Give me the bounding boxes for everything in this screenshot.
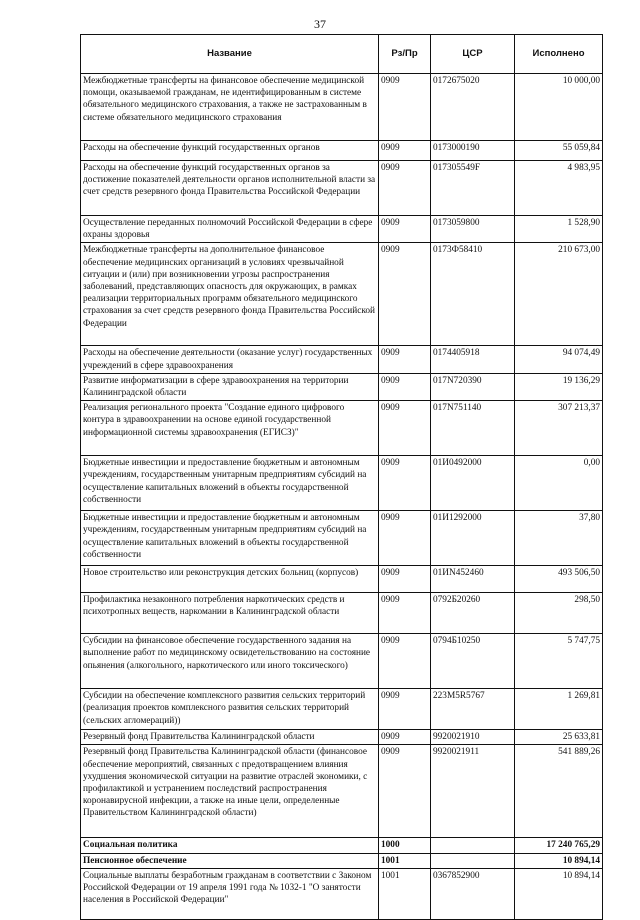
cell-rzpr: 1000 [379,838,431,853]
cell-rzpr: 0909 [379,141,431,161]
cell-name: Расходы на обеспечение деятельности (оказание услуг) государственных учреждений в сфере здравоохранения [81,346,379,373]
cell-name: Межбюджетные трансферты на финансовое обеспечение медицинской помощи, оказываемой гражданам, не идентифицированным в системе обязательного медицинского страхования, а также не застрахованным в системе обязательного медицинского страхования [81,74,379,141]
cell-name: Социальные выплаты безработным гражданам в соответствии с Законом Российской Федерации от 19 апреля 1991 года № 1032-1 "О занятости населения в Российской Федерации" [81,868,379,919]
table-row [81,161,603,216]
table-row [81,730,603,745]
cell-name: Субсидии на финансовое обеспечение государственного задания на выполнение работ по медицинскому освидетельствованию на состояние опьянения (алкогольного, наркотического или иного токсического) [81,634,379,689]
table-row [81,838,603,853]
cell-csr: 9920021910 [431,730,515,745]
cell-done: 4 983,95 [515,161,603,216]
cell-name: Резервный фонд Правительства Калининградской области (финансовое обеспечение мероприятий, связанных с предотвращением влияния ухудшения экономической ситуации на развитие отраслей экономики, с профилактикой и устранением последствий распространения коронавирусной инфекции, а также на иные цели, определенные Правительством Калининградской области) [81,745,379,838]
cell-rzpr: 0909 [379,593,431,634]
table-row [81,456,603,511]
column-header-done: Исполнено [515,35,603,74]
table-row [81,689,603,730]
cell-name: Бюджетные инвестиции и предоставление бюджетным и автономным учреждениям, государственным унитарным предприятиям субсидий на осуществление капитальных вложений в объекты государственной собственности [81,511,379,566]
cell-name: Межбюджетные трансферты на дополнительное финансовое обеспечение медицинских организаций в условиях чрезвычайной ситуации и (или) при возникновении угрозы распространения заболеваний, представляющих опасность для окружающих, в рамках реализации территориальных программ обязательного медицинского страхования за счет средств резервного фонда Правительства Российской Федерации [81,243,379,346]
cell-name: Расходы на обеспечение функций государственных органов за достижение показателей деятельности органов исполнительной власти за счет средств резервного фонда Правительства Российской Федерации [81,161,379,216]
cell-rzpr: 0909 [379,346,431,373]
cell-csr: 01И1292000 [431,511,515,566]
cell-rzpr: 0909 [379,243,431,346]
cell-csr: 017305549F [431,161,515,216]
cell-csr: 0173000190 [431,141,515,161]
cell-csr: 0172675020 [431,74,515,141]
cell-csr: 0367852900 [431,868,515,919]
cell-done: 493 506,50 [515,566,603,593]
cell-done: 1 269,81 [515,689,603,730]
table-row [81,141,603,161]
cell-rzpr: 0909 [379,74,431,141]
cell-name: Расходы на обеспечение функций государственных органов [81,141,379,161]
cell-rzpr: 0909 [379,730,431,745]
cell-name: Резервный фонд Правительства Калининградской области [81,730,379,745]
cell-done: 5 747,75 [515,634,603,689]
cell-name: Субсидии на обеспечение комплексного развития сельских территорий (реализация проектов комплексного развития сельских территорий (сельских агломераций)) [81,689,379,730]
cell-csr [431,838,515,853]
cell-rzpr: 0909 [379,456,431,511]
cell-csr [431,853,515,868]
cell-name: Осуществление переданных полномочий Российской Федерации в сфере охраны здоровья [81,216,379,243]
table-row [81,74,603,141]
cell-done: 10 000,00 [515,74,603,141]
cell-rzpr: 0909 [379,689,431,730]
cell-csr: 0173Ф58410 [431,243,515,346]
cell-name: Реализация регионального проекта "Создание единого цифрового контура в здравоохранении на основе единой государственной информационной системы здравоохранения (ЕГИСЗ)" [81,401,379,456]
cell-name: Бюджетные инвестиции и предоставление бюджетным и автономным учреждениям, государственным унитарным предприятиям субсидий на осуществление капитальных вложений в объекты государственной собственности [81,456,379,511]
cell-done: 210 673,00 [515,243,603,346]
cell-rzpr: 0909 [379,216,431,243]
cell-rzpr: 0909 [379,373,431,400]
column-header-rzpr: Рз/Пр [379,35,431,74]
table-row [81,634,603,689]
cell-name: Профилактика незаконного потребления наркотических средств и психотропных веществ, наркомании в Калининградской области [81,593,379,634]
page-number: 37 [314,17,326,31]
cell-rzpr: 0909 [379,745,431,838]
cell-done: 19 136,29 [515,373,603,400]
column-header-csr: ЦСР [431,35,515,74]
cell-csr: 017N720390 [431,373,515,400]
table-header-row [81,35,603,74]
budget-table [80,34,603,920]
table-row [81,853,603,868]
cell-done: 307 213,37 [515,401,603,456]
table-row [81,745,603,838]
cell-done: 37,80 [515,511,603,566]
cell-csr: 0173059800 [431,216,515,243]
cell-done: 17 240 765,29 [515,838,603,853]
table-row [81,593,603,634]
cell-name: Развитие информатизации в сфере здравоохранения на территории Калининградской области [81,373,379,400]
cell-done: 10 894,14 [515,868,603,919]
cell-rzpr: 0909 [379,401,431,456]
cell-rzpr: 0909 [379,161,431,216]
cell-csr: 0794Б10250 [431,634,515,689]
cell-done: 94 074,49 [515,346,603,373]
table-row [81,511,603,566]
cell-done: 55 059,84 [515,141,603,161]
cell-csr: 01И0492000 [431,456,515,511]
cell-csr: 01ИN452460 [431,566,515,593]
cell-csr: 223M5R5767 [431,689,515,730]
cell-rzpr: 0909 [379,634,431,689]
cell-name: Новое строительство или реконструкция детских больниц (корпусов) [81,566,379,593]
cell-done: 10 894,14 [515,853,603,868]
table-row [81,868,603,919]
table-row [81,346,603,373]
table-row [81,401,603,456]
cell-done: 25 633,81 [515,730,603,745]
cell-name: Пенсионное обеспечение [81,853,379,868]
cell-rzpr: 1001 [379,868,431,919]
cell-name: Социальная политика [81,838,379,853]
cell-rzpr: 1001 [379,853,431,868]
cell-done: 541 889,26 [515,745,603,838]
cell-done: 0,00 [515,456,603,511]
cell-csr: 0792Б20260 [431,593,515,634]
cell-rzpr: 0909 [379,566,431,593]
table-row [81,566,603,593]
table-row [81,216,603,243]
column-header-name: Название [81,35,379,74]
table-row [81,243,603,346]
table-row [81,373,603,400]
cell-rzpr: 0909 [379,511,431,566]
cell-csr: 9920021911 [431,745,515,838]
cell-csr: 0174405918 [431,346,515,373]
cell-done: 1 528,90 [515,216,603,243]
cell-csr: 017N751140 [431,401,515,456]
cell-done: 298,50 [515,593,603,634]
